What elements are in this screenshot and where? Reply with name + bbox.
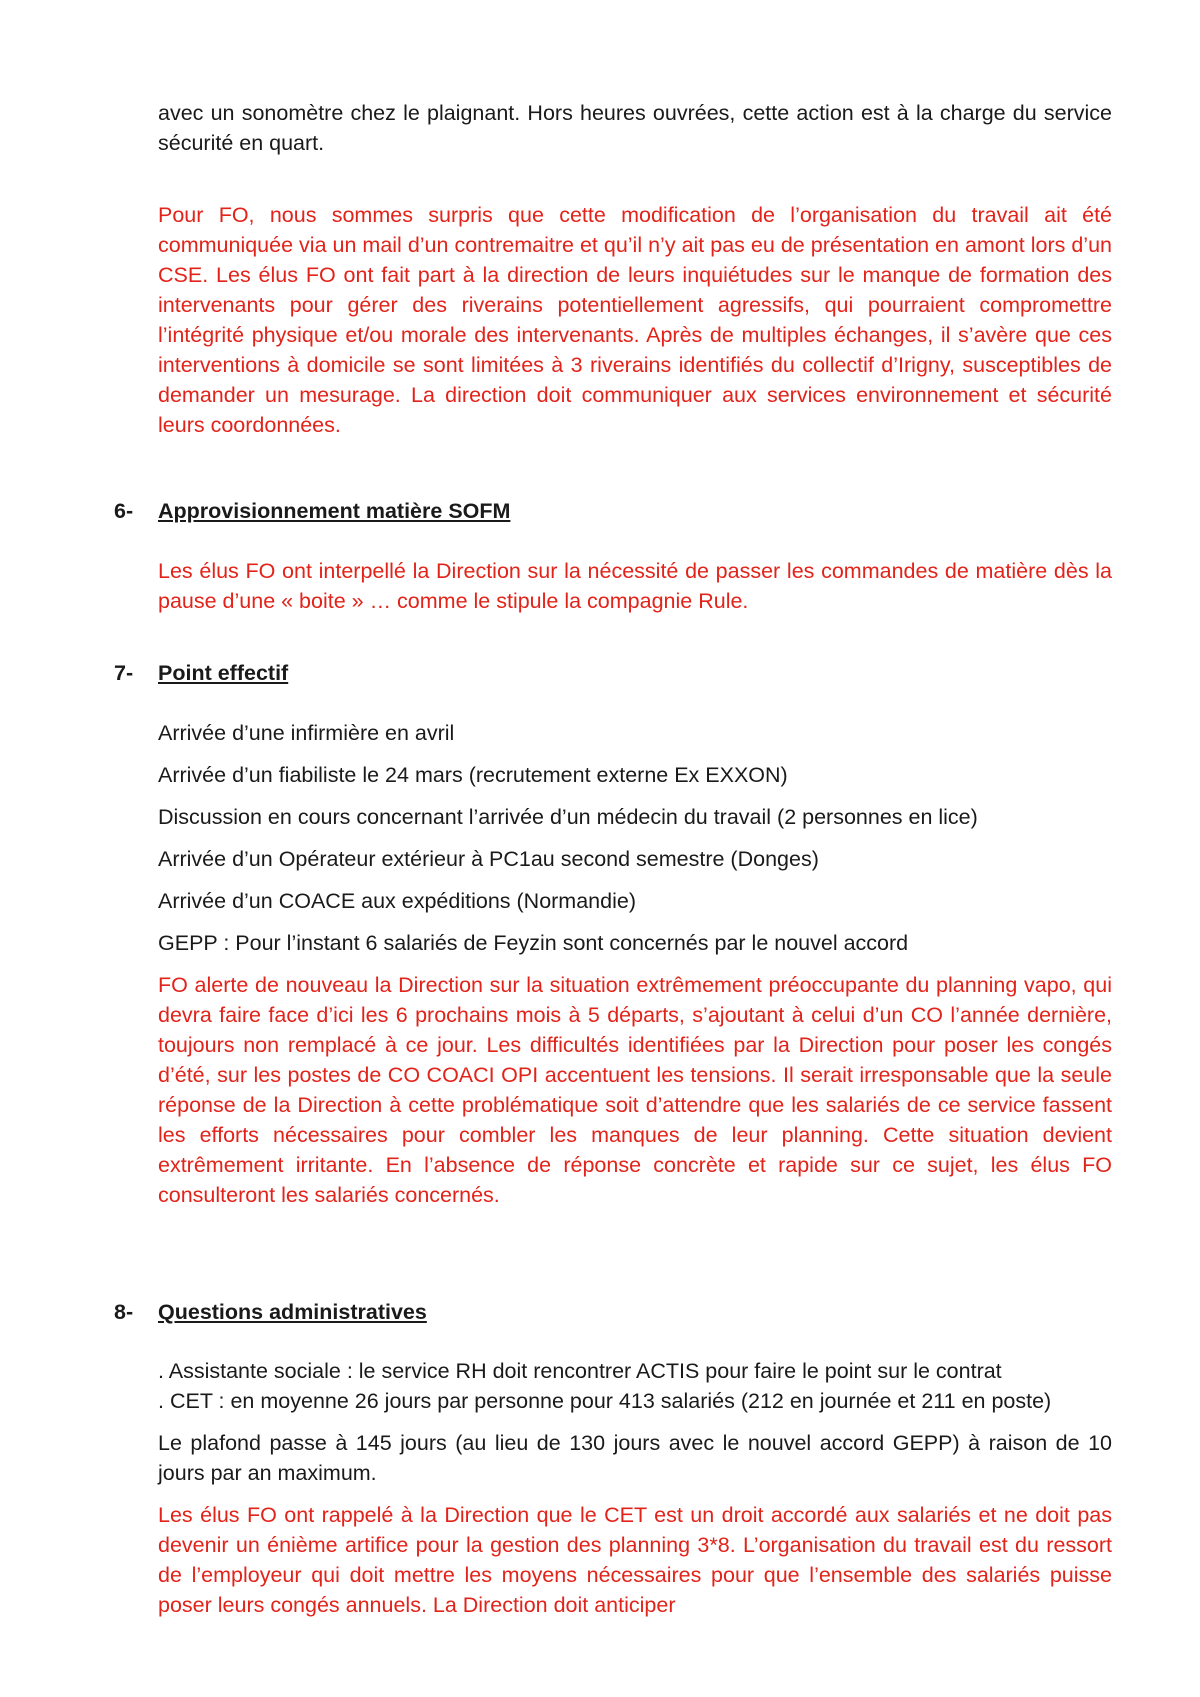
list-item: . Assistante sociale : le service RH doit rencontrer ACTIS pour faire le point sur le contrat [158, 1359, 1002, 1383]
section-7-heading [114, 658, 288, 688]
list-item: GEPP : Pour l’instant 6 salariés de Feyzin sont concernés par le nouvel accord [158, 931, 909, 955]
section-title: Approvisionnement matière SOFM [158, 499, 511, 523]
fo-comment-paragraph: Les élus FO ont interpellé la Direction sur la nécessité de passer les commandes de matière dès la pause d’une « boite » … comme le stipule la compagnie Rule. [158, 559, 1112, 613]
list-item: . CET : en moyenne 26 jours par personne pour 413 salariés (212 en journée et 211 en poste) [158, 1389, 1052, 1413]
fo-comment-paragraph: Les élus FO ont rappelé à la Direction que le CET est un droit accordé aux salariés et ne doit pas devenir un énième artifice pour la gestion des planning 3*8. L’organisation du travail est du ressort de l’employeur qui doit mettre les moyens nécessaires pour que l’ensemble des salariés puisse poser leurs congés annuels. La Direction doit anticiper [158, 1503, 1112, 1617]
fo-comment-block-1 [158, 200, 1112, 440]
section-number: 8- [114, 1300, 134, 1324]
section-6-body [158, 556, 1112, 616]
section-title: Questions administratives [158, 1300, 427, 1324]
section-8-body [158, 1356, 1112, 1620]
intro-block [158, 98, 1112, 158]
section-6-heading [114, 496, 510, 526]
section-7-items [158, 718, 1112, 1210]
intro-paragraph: avec un sonomètre chez le plaignant. Hors heures ouvrées, cette action est à la charge du service sécurité en quart. [158, 101, 1112, 155]
plafond-paragraph: Le plafond passe à 145 jours (au lieu de 130 jours avec le nouvel accord GEPP) à raison de 10 jours par an maximum. [158, 1431, 1112, 1485]
list-item: Arrivée d’un fiabiliste le 24 mars (recrutement externe Ex EXXON) [158, 763, 788, 787]
list-item: Discussion en cours concernant l’arrivée d’un médecin du travail (2 personnes en lice) [158, 805, 978, 829]
fo-comment-paragraph: Pour FO, nous sommes surpris que cette modification de l’organisation du travail ait été communiquée via un mail d’un contremaitre et qu’il n’y ait pas eu de présentation en amont lors d’un CSE. Les élus FO ont fait part à la direction de leurs inquiétudes sur le manque de formation des intervenants pour gérer des riverains potentiellement agressifs, qui pourraient compromettre l’intégrité physique et/ou morale des intervenants. Après de multiples échanges, il s’avère que ces interventions à domicile se sont limitées à 3 riverains identifiés du collectif d’Irigny, susceptibles de demander un mesurage. La direction doit communiquer aux services environnement et sécurité leurs coordonnées. [158, 203, 1112, 437]
section-number: 6- [114, 499, 134, 523]
list-item: Arrivée d’un COACE aux expéditions (Normandie) [158, 889, 636, 913]
list-item: Arrivée d’un Opérateur extérieur à PC1au second semestre (Donges) [158, 847, 819, 871]
section-title: Point effectif [158, 661, 289, 685]
fo-comment-paragraph: FO alerte de nouveau la Direction sur la situation extrêmement préoccupante du planning vapo, qui devra faire face d’ici les 6 prochains mois à 5 départs, s’ajoutant à celui d’un CO l’année dernière, toujours non remplacé à ce jour. Les difficultés identifiées par la Direction pour poser les congés d’été, sur les postes de CO COACI OPI accentuent les tensions. Il serait irresponsable que la seule réponse de la Direction à cette problématique soit d’attendre que les salariés de ce service fassent les efforts nécessaires pour combler les manques de leur planning. Cette situation devient extrêmement irritante. En l’absence de réponse concrète et rapide sur ce sujet, les élus FO consulteront les salariés concernés. [158, 973, 1112, 1207]
section-number: 7- [114, 661, 134, 685]
list-item: Arrivée d’une infirmière en avril [158, 721, 455, 745]
section-8-heading [114, 1297, 427, 1327]
